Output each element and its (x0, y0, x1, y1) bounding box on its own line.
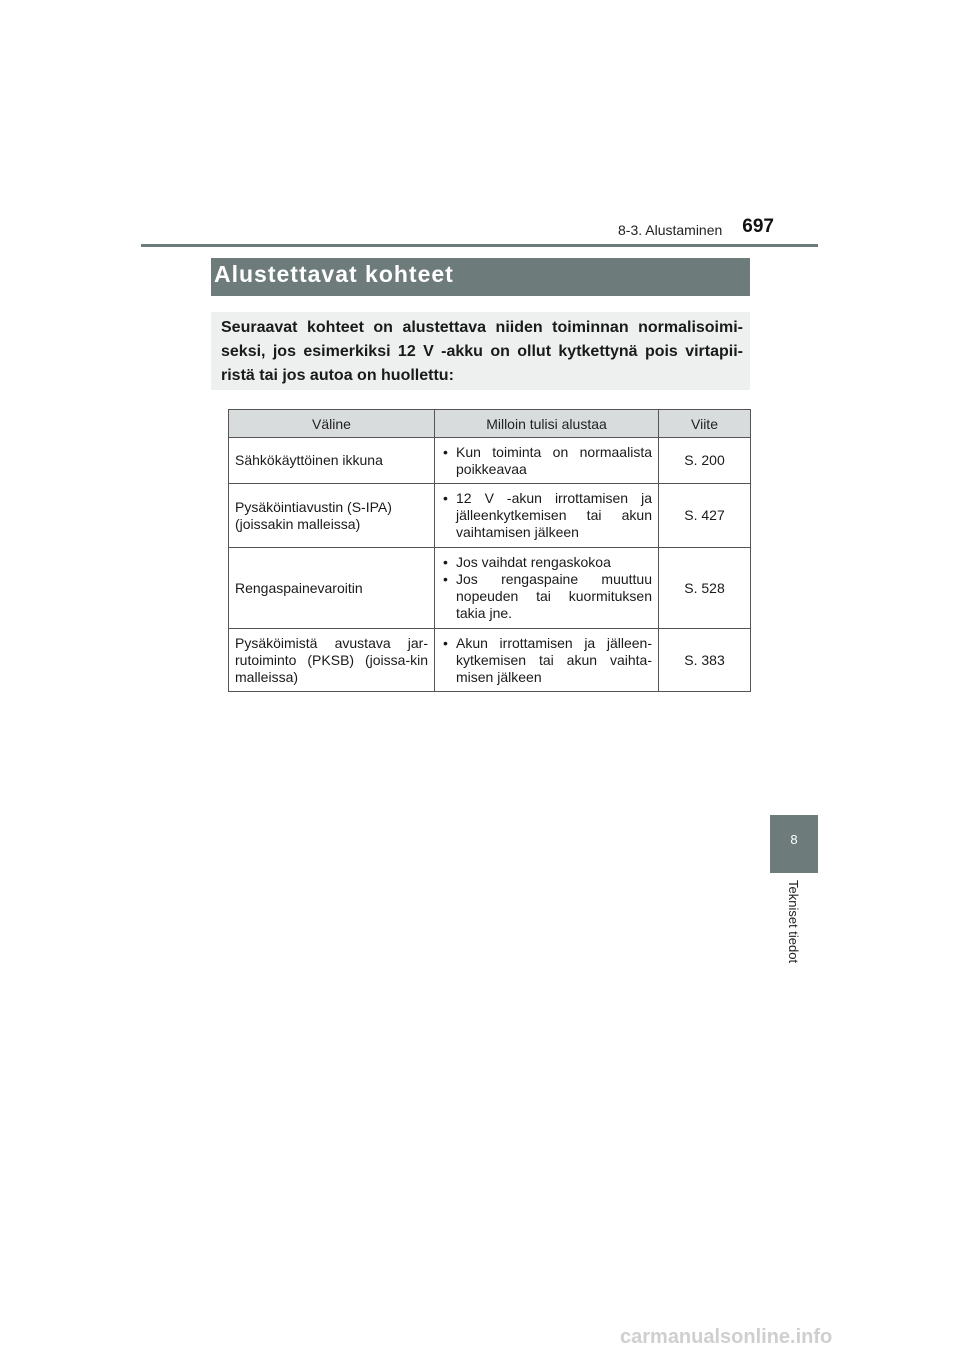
section-title: Alustettavat kohteet (214, 261, 454, 287)
when-cell (435, 438, 659, 484)
reference-cell: S. 528 (659, 548, 751, 629)
when-item: • Akun irrottamisen ja jälleen-kytkemisen tai akun vaihta-misen jälkeen (441, 635, 652, 686)
intro-text: Seuraavat kohteet on alustettava niiden toiminnan normalisoimi-seksi, jos esimerkiksi 12 V -akku on ollut kytkettynä pois virtapii-ristä tai jos autoa on huollettu: (221, 319, 743, 384)
when-item: • Jos vaihdat rengaskokoa (441, 554, 652, 571)
medium-cell: Sähkökäyttöinen ikkuna (229, 438, 435, 484)
header-when: Milloin tulisi alustaa (435, 410, 659, 438)
when-item: • Jos rengaspaine muuttuu nopeuden tai kuormituksen takia jne. (441, 571, 652, 622)
when-item: • 12 V -akun irrottamisen ja jälleenkytkemisen tai akun vaihtamisen jälkeen (441, 490, 652, 541)
section-title-bar (211, 258, 750, 296)
header-reference: Viite (659, 410, 751, 438)
chapter-label: Tekniset tiedot (786, 880, 801, 964)
section-label: 8-3. Alustaminen (618, 222, 723, 238)
when-cell (435, 548, 659, 629)
medium-cell: Pysäköimistä avustava jar-rutoiminto (PKSB) (joissa-kin malleissa) (229, 629, 435, 692)
reference-cell: S. 427 (659, 484, 751, 548)
medium-cell: Pysäköintiavustin (S-IPA) (joissakin malleissa) (229, 484, 435, 548)
intro-box (211, 312, 750, 390)
reference-cell: S. 383 (659, 629, 751, 692)
watermark: carmanualsonline.info (620, 1326, 833, 1348)
table-row (229, 438, 751, 484)
header-medium: Väline (229, 410, 435, 438)
table-header-row (229, 410, 751, 438)
table-row (229, 484, 751, 548)
reset-items-table (228, 409, 751, 692)
when-cell (435, 629, 659, 692)
table-row (229, 548, 751, 629)
medium-cell: Rengaspainevaroitin (229, 548, 435, 629)
when-cell (435, 484, 659, 548)
header-divider (141, 244, 818, 247)
table-row (229, 629, 751, 692)
when-item: • Kun toiminta on normaalista poikkeavaa (441, 444, 652, 478)
chapter-tab (770, 815, 818, 873)
page-number: 697 (742, 216, 774, 237)
page-header (560, 214, 774, 244)
chapter-number: 8 (790, 832, 798, 847)
reference-cell: S. 200 (659, 438, 751, 484)
